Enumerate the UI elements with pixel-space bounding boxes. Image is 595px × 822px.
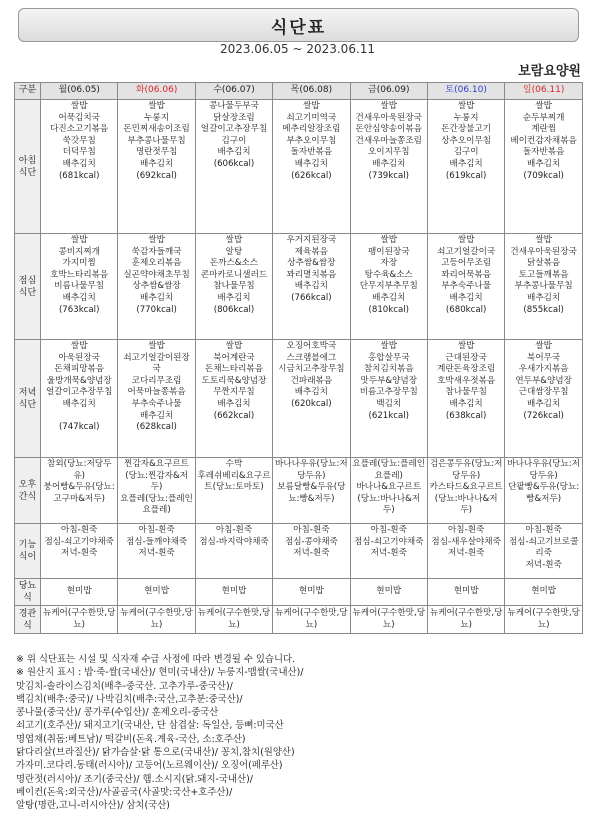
menu-cell-text: 요플레(당뇨:플레인요플레) 바나나&요구르트(당뇨:바나나&저두) [352, 459, 426, 516]
note-line: ※ 위 식단표는 시설 및 식자재 수급 사정에 따라 변경될 수 있습니다. [16, 654, 296, 665]
menu-cell-text: 뉴케어(구수한맛,당뇨) [507, 607, 580, 630]
day-header: 금(06.09) [350, 83, 427, 100]
menu-cell [427, 458, 504, 524]
menu-cell-text: 뉴케어(구수한맛,당뇨) [275, 607, 348, 630]
row-label: 오후 간식 [15, 458, 41, 524]
menu-cell [41, 524, 118, 579]
menu-cell-text: 현미밥 [144, 586, 170, 597]
note-line: 닭다리살(브라질산)/ 닭가슴살·닭 통으로(국내산)/ 꽁치,참치(원양산) [16, 747, 295, 759]
menu-cell [195, 100, 272, 234]
day-header: 일(06.11) [505, 83, 583, 100]
menu-cell-text: 바나나우유(당뇨:저당두유) 보름달빵&두유(당뇨:빵&저두) [275, 459, 348, 504]
menu-cell [350, 579, 427, 606]
menu-cell [350, 524, 427, 579]
breakfast-row [15, 100, 583, 234]
row-label: 저녁 식단 [15, 340, 41, 458]
menu-cell-text: 쌀밥 쇠고기얼갈이된장국 코다리무조림 어묵마늘쫑볶음 부추숙주나물 배추김치 (628kcal) [123, 341, 190, 433]
menu-cell-text: 현미밥 [66, 586, 92, 597]
menu-cell-text: 쌀밥 누룽지 돈간장불고기 상추오이무침 김구이 배추김치 (619kcal) [441, 101, 492, 181]
menu-cell-text: 참외(당뇨:저당두유) 붕어빵&두유(당뇨:고구마&저두) [43, 459, 115, 504]
menu-cell [118, 340, 195, 458]
note-line: ※ 원산지 표시 : 밥·죽-쌀(국내산)/ 현미(국내산)/ 누룽지-맵쌀(국내산)/ [16, 667, 304, 679]
menu-cell-text: 쌀밥 어묵김치국 다진소고기볶음 쑥갓무침 더덕무침 배추김치 (681kcal) [50, 101, 109, 181]
menu-cell-text: 아침-흰죽 점심-쇠고기야채죽 저녁-흰죽 [44, 525, 114, 559]
menu-cell [505, 579, 583, 606]
menu-cell-text: 쌀밥 근대된장국 계란돈육장조림 호박새우젓볶음 참나물무침 배추김치 (638kcal) [437, 341, 496, 421]
menu-cell [350, 606, 427, 634]
note-line: 백김치(배추:중국)/ 나박김치(배추:국산,고추분:중국산)/ [16, 693, 243, 705]
note-line: 쇠고기(호주산)/ 돼지고기(국내산, 단 삼겹살: 독일산, 등뼈:미국산 [16, 720, 284, 732]
row-label: 당뇨 식 [15, 579, 41, 606]
menu-cell-text: 뉴케어(구수한맛,당뇨) [42, 607, 116, 630]
date-range: 2023.06.05 ~ 2023.06.11 [219, 42, 376, 56]
note-line: 명란젓(러시아)/ 조기(중국산)/ 햄.소시지(닭.돼지-국내산)/ [16, 773, 253, 785]
menu-cell [41, 606, 118, 634]
day-header: 목(06.08) [273, 83, 350, 100]
menu-cell [350, 340, 427, 458]
menu-cell [41, 100, 118, 234]
menu-cell [273, 458, 350, 524]
menu-cell [41, 234, 118, 340]
lunch-row [15, 234, 583, 340]
menu-cell-text: 쌀밥 쇠고기얼갈이국 고등어무조림 꽈리어묵볶음 부추숙주나물 배추김치 (680kcal) [437, 235, 496, 315]
menu-cell [118, 524, 195, 579]
note-line: 가자미.코다리.동태(러시아)/ 고등어(노르웨이산)/ 오징어(페루산) [16, 760, 283, 772]
menu-cell [427, 100, 504, 234]
menu-cell-text: 뉴케어(구수한맛,당뇨) [352, 607, 425, 630]
note-line: 베이컨(돈육:외국산)/사골곰국(사골맛:국산+호주산)/ [16, 786, 233, 798]
menu-cell-text: 우거지된장국 제육볶음 상추쌈&쌈장 꽈리멸치볶음 배추김치 (766kcal) [286, 235, 337, 303]
day-header: 수(06.07) [195, 83, 272, 100]
menu-cell [505, 524, 583, 579]
menu-cell [41, 579, 118, 606]
corner-header: 구분 [15, 83, 41, 100]
header-row [15, 83, 583, 100]
menu-cell-text: 뉴케어(구수한맛,당뇨) [429, 607, 503, 630]
menu-cell-text: 쌀밥 건새우아욱된장국 돈안심양송이볶음 건새우마늘쫑조림 오이지무침 배추김치 (739kcal) [355, 101, 422, 181]
menu-cell-text: 아침-흰죽 점심-쇠고기야채죽 저녁-흰죽 [354, 525, 424, 559]
menu-cell-text: 아침-흰죽 점심-쇠고기브로콜리죽 저녁-흰죽 [508, 525, 579, 570]
menu-cell [273, 579, 350, 606]
menu-cell-text: 바나나우유(당뇨:저당두유) 단팥빵&두유(당뇨:빵&저두) [507, 459, 580, 504]
facility-name: 보람요양원 [518, 64, 581, 79]
menu-cell-text: 수박 후레쉬베리&요구르트(당뇨:토마토) [197, 459, 271, 493]
menu-cell-text: 쌀밥 아욱된장국 돈채피망볶음 울방개묵&양념장 얼갈이고추장무침 배추김치 (747kcal) [45, 341, 113, 433]
menu-cell-text: 쌀밥 북어계란국 돈채느타리볶음 도토리묵&양념장 무짠지무침 배추김치 (662kcal) [201, 341, 267, 421]
menu-cell [427, 234, 504, 340]
menu-cell-text: 쌀밥 북어무국 우새가지볶음 연두부&양념장 근대쌈장무침 배추김치 (726kcal) [515, 341, 572, 421]
menu-cell [195, 524, 272, 579]
note-line: 콩나물(중국산)/ 콩가루(수입산)/ 훈제오리-중국산 [16, 707, 219, 719]
menu-cell-text: 검은콩두유(당뇨:저당두유) 카스타드&요구르트(당뇨:바나나&저두) [429, 459, 503, 516]
menu-cell [427, 340, 504, 458]
menu-cell [118, 606, 195, 634]
note-line: 명엽채(취돔:베트남)/ 떡갈비(돈육.계육-국산, 소:호주산) [16, 733, 246, 745]
menu-cell-text: 쌀밥 쑥감자들깨국 훈제오리볶음 실곤약야채초무침 상추쌈&쌈장 배추김치 (770kcal) [123, 235, 190, 315]
menu-cell [195, 458, 272, 524]
row-label: 경관 식 [15, 606, 41, 634]
menu-cell-text: 아침-흰죽 점심-콩야채죽 저녁-흰죽 [284, 525, 338, 559]
menu-cell [505, 234, 583, 340]
menu-cell-text: 찐감자&요구르트(당뇨:찐감자&저두) 요플레(당뇨:플레인요플레) [120, 459, 193, 516]
menu-cell [118, 100, 195, 234]
menu-cell-text: 뉴케어(구수한맛,당뇨) [197, 607, 271, 630]
menu-cell [427, 606, 504, 634]
menu-cell-text: 현미밥 [221, 586, 247, 597]
menu-cell [350, 458, 427, 524]
menu-cell-text: 쌀밥 홍합살무국 참치김치볶음 맛두부&양념장 비름고추장무침 백김치 (621kcal) [359, 341, 418, 421]
menu-cell [195, 579, 272, 606]
menu-cell [427, 524, 504, 579]
menu-cell-text: 현미밥 [376, 586, 402, 597]
tube-feeding-row [15, 606, 583, 634]
page-title [18, 8, 579, 42]
function-diet-row [15, 524, 583, 579]
menu-cell [350, 234, 427, 340]
menu-cell-text: 쌀밥 순두부찌개 계란찜 베이컨감자채볶음 돌자반볶음 배추김치 (709kcal) [510, 101, 577, 181]
menu-table [14, 82, 583, 634]
menu-cell [505, 458, 583, 524]
diabetic-diet-row [15, 579, 583, 606]
menu-cell [505, 100, 583, 234]
menu-cell [273, 606, 350, 634]
menu-cell [118, 234, 195, 340]
dinner-row [15, 340, 583, 458]
menu-cell [273, 234, 350, 340]
menu-cell [273, 100, 350, 234]
menu-cell [273, 524, 350, 579]
menu-cell [195, 234, 272, 340]
day-header: 월(06.05) [41, 83, 118, 100]
menu-cell-text: 아침-흰죽 점심-들깨야채죽 저녁-흰죽 [125, 525, 188, 559]
snack-row [15, 458, 583, 524]
menu-cell [195, 340, 272, 458]
menu-cell [505, 606, 583, 634]
menu-cell-text: 뉴케어(구수한맛,당뇨) [120, 607, 193, 630]
menu-cell [273, 340, 350, 458]
menu-cell [350, 100, 427, 234]
row-label: 기능 식이 [15, 524, 41, 579]
menu-cell-text: 오징어호박국 스크램블에그 시금치고추장무침 건파래볶음 배추김치 (620kcal) [278, 341, 345, 409]
menu-cell-text: 쌀밥 건새우아욱된장국 닭살볶음 토고들깨볶음 부추콩나물무침 배추김치 (855kcal) [510, 235, 577, 315]
row-label: 점심 식단 [15, 234, 41, 340]
day-header: 토(06.10) [427, 83, 504, 100]
menu-cell [195, 606, 272, 634]
menu-cell-text: 쌀밥 쇠고기미역국 메추리알장조림 부추오이무침 돌자반볶음 배추김치 (626kcal) [282, 101, 341, 181]
row-label: 아침 식단 [15, 100, 41, 234]
menu-cell-text: 쌀밥 알탕 돈까스&소스 콘마카로니샐러드 참나물무침 배추김치 (806kcal) [200, 235, 268, 315]
menu-cell [505, 340, 583, 458]
note-line: 알탕(명란,고니-러시아산)/ 삼치(국산) [16, 800, 170, 812]
menu-cell-text: 현미밥 [298, 586, 324, 597]
menu-cell [41, 458, 118, 524]
menu-cell-text: 쌀밥 팽이된장국 자장 탕수육&소스 단무지부추무침 배추김치 (810kcal) [359, 235, 418, 315]
menu-cell-text: 아침-흰죽 점심-새우살야채죽 저녁-흰죽 [431, 525, 501, 559]
menu-cell-text: 쌀밥 누룽지 돈민찌새송이조림 부추콩나물무침 명란젓무침 배추김치 (692kcal) [123, 101, 190, 181]
menu-cell [41, 340, 118, 458]
menu-cell-text: 현미밥 [453, 586, 479, 597]
menu-cell-text: 아침-흰죽 점심-바지락야채죽 [199, 525, 269, 547]
menu-cell [427, 579, 504, 606]
day-header: 화(06.06) [118, 83, 195, 100]
note-line: 맛김치-솔라이스김치(배추-중국산. 고추가루-중국산)/ [16, 680, 233, 692]
menu-cell [118, 458, 195, 524]
notes-section [16, 653, 582, 813]
menu-cell-text: 쌀밥 콩비지찌개 가지미찜 호박느타리볶음 비름나물무침 배추김치 (763kcal) [50, 235, 109, 315]
title-text: 식단표 [270, 17, 327, 38]
menu-cell [118, 579, 195, 606]
menu-cell-text: 콩나물두부국 닭살장조림 얼갈이고추장무침 김구이 배추김치 (606kcal) [200, 101, 268, 169]
menu-cell-text: 현미밥 [531, 586, 557, 597]
